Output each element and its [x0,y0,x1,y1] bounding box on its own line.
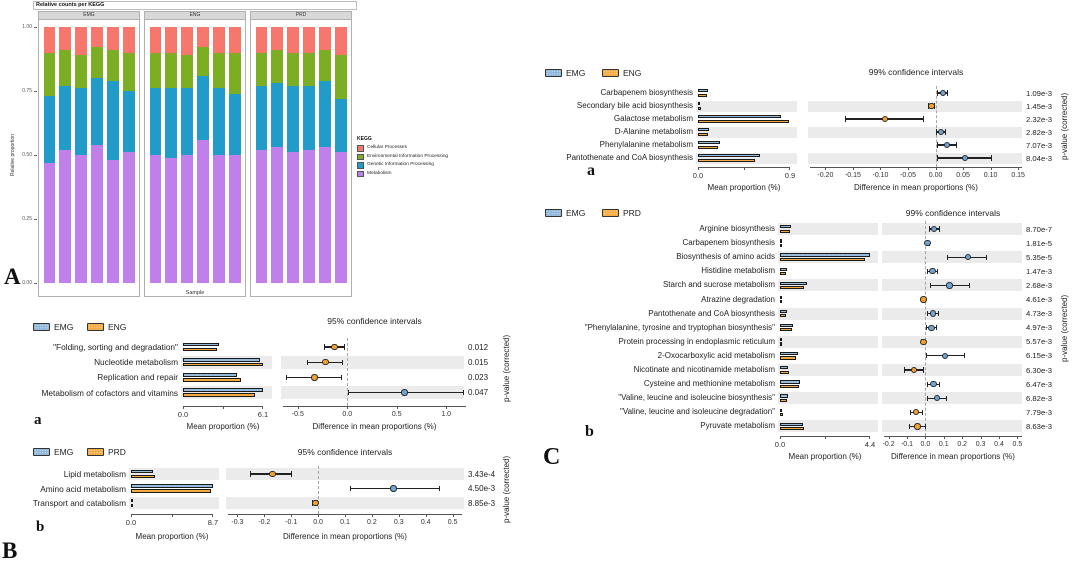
row-band [882,223,1022,235]
y-axis-tick-label: 1.00 [22,24,32,30]
mean-bar-emg [780,380,800,383]
ci-dot [914,423,920,429]
p-value: 2.68e-3 [1026,280,1053,290]
category-label: "Valine, leucine and isoleucine degradation" [620,407,775,417]
y-axis-title: Relative proportion [10,134,16,176]
row-band [778,223,878,235]
diff-axis-tick-label: -0.3 [231,519,244,526]
p-value: 4.50e-3 [468,484,496,493]
legend-label-prd: PRD [108,447,126,457]
diff-axis-tick [981,436,982,439]
ci-title: 95% confidence intervals [297,447,393,457]
category-label: Pantothenate and CoA biosynthesis [648,308,775,318]
y-axis-tick-label: 0.00 [22,280,32,286]
mean-bar-emg [780,423,803,426]
category-label: Secondary bile acid biosynthesis [576,101,693,110]
diff-axis-tick-label: 0.5 [391,411,402,418]
mean-bar-prd [780,342,782,345]
diff-axis-tick [925,436,926,439]
ci-dot [946,282,952,288]
diff-axis-tick-label: 0.5 [447,519,458,526]
p-value: 2.32e-3 [1026,114,1053,124]
diff-axis-tick-label: 0.4 [420,519,431,526]
p-value: 4.73e-3 [1026,309,1053,319]
p-value: 1.47e-3 [1026,266,1053,276]
ci-cap [927,382,928,387]
p-value: 8.04e-3 [1026,153,1053,163]
p-axis-title: p-value (corrected) [1060,294,1069,362]
diff-axis-title: Difference in mean proportions (%) [283,532,407,541]
ci-title: 99% confidence intervals [868,67,964,77]
mean-bar-prd [780,258,865,261]
mean-bar-emg [780,324,793,327]
row-band [882,420,1022,432]
mean-axis-title: Mean proportion (%) [707,183,781,192]
p-value: 4.97e-3 [1026,323,1053,333]
mean-bar-prd [780,230,790,233]
diff-axis-tick-label: 0.1 [938,441,949,448]
ci-dot [928,325,934,331]
subplot-cb-label: b [585,423,594,440]
mean-axis-tick [869,436,870,439]
p-value: 8.70e-7 [1026,224,1053,234]
row-band [778,392,878,404]
mean-axis-title: Mean proportion (%) [186,422,260,431]
mean-bar-emg [780,338,782,341]
diff-axis-title: Difference in mean proportions (%) [854,183,978,192]
mean-bar-prd [780,272,786,275]
p-value: 5.57e-3 [1026,337,1053,347]
p-value: 6.30e-3 [1026,365,1053,375]
diff-axis-tick-label: -0.1 [900,441,914,448]
ci-cap [909,424,910,429]
p-value: 0.047 [468,388,489,398]
category-label: Protein processing in endoplasmic reticulum [618,336,775,346]
panel-a-label: A [4,264,21,289]
mean-bar-prd [780,314,786,317]
p-value: 4.61e-3 [1026,295,1053,304]
diff-axis-tick-label: 0.0 [342,411,353,418]
diff-axis-tick-label: 0.10 [983,172,998,179]
category-label: Nicotinate and nicotinamide metabolism [633,365,775,374]
mean-bar-emg [780,409,782,412]
p-value: 3.43e-4 [468,469,496,479]
mean-bar-emg [780,225,791,228]
ci-cap [947,255,948,260]
ci-cap [986,255,987,260]
row-band [882,392,1022,404]
ci-cap [946,396,947,401]
mean-bar-emg [780,310,787,313]
diff-axis-tick-label: 0.3 [975,441,986,448]
ci-title: 95% confidence intervals [327,316,422,326]
diff-axis-tick-label: 0.4 [994,441,1004,448]
diff-axis-tick-label: -0.2 [882,441,895,448]
mean-axis-tick-label: 6.1 [257,410,269,419]
diff-axis-tick-label: 0.00 [928,172,943,179]
mean-axis-tick-label: 4.4 [864,440,876,449]
ci-cap [926,353,927,358]
subplot-bb-label: b [36,519,45,535]
ci-cap [904,367,905,372]
p-value: 8.85e-3 [468,498,496,508]
diff-axis-tick-label: 0.0 [313,519,323,526]
category-label: Carbapenem biosynthesis [682,238,775,248]
p-value: 0.012 [468,342,489,352]
ci-cap [926,325,927,330]
p-axis-title: p-value (corrected) [502,334,511,402]
mean-axis-tick-label: 0.0 [774,440,786,449]
mean-bar-emg [780,239,782,242]
diff-axis-tick [962,436,963,439]
mean-bar-prd [780,356,796,359]
category-label: 2-Oxocarboxylic acid metabolism [657,350,775,360]
category-label: D-Alanine metabolism [614,127,693,136]
category-label: Metabolism of cofactors and vitamins [41,387,178,398]
mean-bar-prd [780,413,783,416]
subplot-ca-label: a [587,162,595,179]
category-label: Phenylalanine metabolism [599,140,693,149]
legend-label-emg: EMG [566,208,586,218]
ci-cap [939,226,940,231]
mean-bar-emg [780,366,788,369]
facet-strip-label: PRD [295,12,307,18]
mean-bar-prd [780,300,782,303]
panel-b-label: B [2,538,18,563]
legend-label: Cellular Processes [367,145,407,150]
y-axis-tick-label: 0.25 [22,216,32,222]
mean-axis-title: Mean proportion (%) [135,532,209,541]
ci-cap [937,269,938,274]
diff-axis-title: Difference in mean proportions (%) [891,452,1015,461]
diff-axis-tick-label: 0.2 [957,441,968,448]
diff-axis-tick-label: -0.5 [291,411,304,418]
mean-bar-prd [780,399,787,402]
p-value: 7.07e-3 [1026,140,1053,150]
row-band [778,336,878,348]
row-band [882,336,1022,348]
category-label: Cysteine and methionine metabolism [643,379,775,389]
legend-label-eng: ENG [623,68,642,78]
ci-cap [923,367,924,372]
ci-cap [927,269,928,274]
ci-dot [930,310,936,316]
p-value: 8.63e-3 [1026,421,1053,431]
ci-cap [910,410,911,415]
p-value: 0.015 [468,357,489,367]
category-label: Pantothenate and CoA biosynthesis [566,153,693,162]
p-value: 1.81e-5 [1026,238,1053,248]
category-label: "Valine, leucine and isoleucine biosynthesis" [618,393,775,403]
ci-cap [938,311,939,316]
diff-axis-tick-label: -0.15 [844,172,861,179]
p-value: 0.023 [468,372,489,382]
category-label: Biosynthesis of amino acids [676,252,775,262]
diff-axis-tick-label: 0.3 [393,519,404,526]
ci-dot [920,296,926,302]
mean-bar-prd [780,328,792,331]
mean-bar-emg [780,268,787,271]
diff-axis-tick-label: -0.1 [285,519,298,526]
legend-label-prd: PRD [623,208,641,218]
mean-axis-tick-label: 0.9 [784,171,796,180]
mean-bar-emg [780,352,798,355]
legend-swatch-emg [545,209,562,217]
diff-axis-tick [999,436,1000,439]
category-label: Galactose metabolism [613,114,693,123]
mean-bar-emg [780,296,782,299]
category-label: Nucleotide metabolism [94,357,178,368]
ci-dot [929,268,935,274]
p-axis-title: p-value (corrected) [1060,92,1069,160]
p-value: 2.82e-3 [1026,127,1053,137]
diff-axis-tick-label: -0.20 [817,172,834,179]
ci-cap [927,311,928,316]
mean-bar-prd [780,427,804,430]
mean-axis-title: Mean proportion (%) [788,452,862,461]
diff-axis-tick [944,436,945,439]
mean-axis-tick-label: 8.7 [207,518,219,527]
mean-bar-prd [780,286,804,289]
legend-label-eng: ENG [108,322,127,332]
ci-cap [929,226,930,231]
category-label: Atrazine degradation [701,294,775,304]
category-label: "Folding, sorting and degradation" [53,342,178,352]
mean-bar-prd [780,244,782,247]
mean-bar-emg [780,394,788,397]
ci-cap [922,410,923,415]
ci-dot [920,339,926,345]
subplot-ba-label: a [34,412,42,428]
legend-swatch-prd [602,209,619,217]
diff-axis-tick-label: -0.05 [900,172,916,179]
ci-cap [936,325,937,330]
legend-label: Metabolism [367,170,392,176]
ci-cap [964,353,965,358]
facet-strip-label: EMG [83,12,95,18]
p-value: 5.35e-5 [1026,252,1053,262]
ci-cap [925,424,926,429]
category-label: Carbapenem biosynthesis [600,88,693,97]
diff-axis-tick-label: 0.05 [956,172,970,179]
p-value: 7.79e-3 [1026,407,1053,417]
legend-label-emg: EMG [54,447,74,457]
ci-dot [924,240,930,246]
legend-label: Environmental Information Processing [367,153,449,159]
mean-bar-prd [780,385,799,388]
mean-axis-tick-label: 0.0 [125,518,137,527]
category-label: Replication and repair [97,372,178,383]
p-value: 1.09e-3 [1026,88,1053,98]
mean-axis-tick-label: 0.0 [692,171,704,180]
diff-axis-tick-label: -0.10 [872,172,889,179]
category-label: Starch and sucrose metabolism [662,280,775,290]
ci-dot [942,353,948,359]
row-band [882,308,1022,320]
diff-axis-tick-label: 0.5 [1012,441,1023,448]
ci-cap [939,382,940,387]
category-label: Histidine metabolism [701,266,775,276]
diff-axis-tick [1017,436,1018,439]
ci-cap [927,396,928,401]
diff-axis-title: Difference in mean proportions (%) [312,422,437,431]
mean-bar-emg [780,253,870,256]
p-value: 6.47e-3 [1026,379,1053,389]
ci-dot [913,409,919,415]
x-axis-title: Sample [185,290,205,296]
p-value: 6.82e-3 [1026,393,1053,403]
ci-title: 99% confidence intervals [905,208,1001,218]
row-band [778,308,878,320]
diff-axis-tick [889,436,890,439]
panel-c-label: C [543,444,561,470]
p-value: 6.15e-3 [1026,351,1053,361]
mean-axis-tick-label: 0.0 [177,410,189,419]
ci-cap [930,283,931,288]
diff-axis-tick-label: 0.0 [920,441,931,448]
p-value: 1.45e-3 [1026,101,1053,111]
facet-strip-label: ENG [189,12,201,18]
category-label: Amino acid metabolism [40,483,126,494]
y-axis-tick-label: 0.50 [22,152,32,158]
chart-title: Relative counts per KEGG [36,2,105,8]
diff-axis-tick-label: 0.2 [367,519,377,526]
legend-label-emg: EMG [54,322,74,332]
diff-axis-line [884,436,1022,437]
legend-label: Genetic Information Processing [367,162,434,167]
ci-dot [930,381,936,387]
category-label: Pyruvate metabolism [700,421,775,431]
category-label: "Phenylalanine, tyrosine and tryptophan biosynthesis" [584,322,775,332]
category-label: Arginine biosynthesis [699,224,775,233]
diff-axis-tick-label: 0.15 [1011,172,1025,179]
diff-axis-tick-label: 0.1 [340,519,350,526]
diff-axis-tick [907,436,908,439]
category-label: Transport and catabolism [32,498,126,508]
legend-label-emg: EMG [566,68,586,78]
row-band [778,364,878,376]
diff-axis-tick-label: -0.2 [258,519,271,526]
p-axis-title: p-value (corrected) [502,455,511,523]
legend-title: KEGG [357,136,372,142]
mean-bar-emg [780,282,807,285]
mean-bar-prd [780,371,789,374]
mean-axis-tick [780,436,781,439]
diff-axis-tick-label: 1.0 [441,411,452,418]
category-label: Lipid metabolism [63,469,126,479]
ci-cap [969,283,970,288]
y-axis-tick-label: 0.75 [22,88,32,94]
mean-axis-tick [825,436,826,439]
